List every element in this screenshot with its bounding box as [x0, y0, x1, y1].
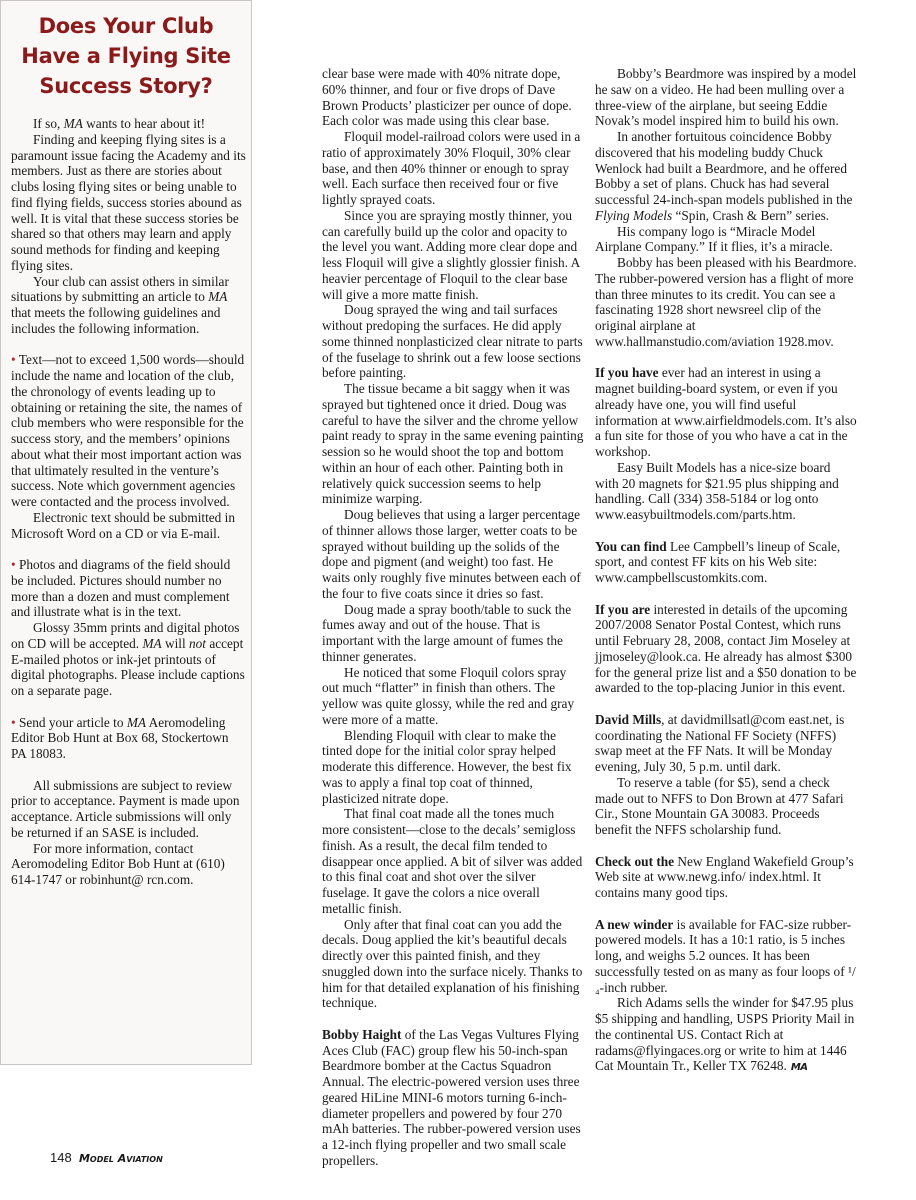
- magazine-name: Model Aviation: [78, 1152, 163, 1165]
- text-run: Finding and keeping flying sites is a paramount issue facing the Academy and its members. Just as there are stories about clubs losing flying sites or being unable to find flying fields, success stories abound as well. It is vital that these success stories be shared so that others may learn and apply sound methods for finding and keeping flying sites.: [11, 131, 246, 273]
- title-line: Success Story?: [39, 74, 213, 98]
- paragraph: [11, 841, 246, 888]
- lead-in: David Mills: [595, 711, 662, 727]
- paragraph: [322, 507, 584, 602]
- paragraph: [322, 208, 584, 303]
- text-run: Glossy 35mm prints and digital photos on CD will be accepted.: [11, 620, 240, 651]
- paragraph: [595, 854, 857, 901]
- text-run: New England Wakefield Group’s Web site at www.newg.info/ index.html. It contains many good tips.: [595, 853, 854, 900]
- text-run: MA: [208, 289, 228, 305]
- bullet-icon: •: [11, 352, 19, 368]
- paragraph: [322, 728, 584, 807]
- paragraph: [11, 620, 246, 699]
- text-run: will: [161, 635, 189, 651]
- text-run: Your club can assist others in similar situations by submitting an article to: [11, 273, 229, 305]
- text-run: That final coat made all the tones much more consistent—close to the decals’ semigloss finish. As a result, the decal film tended to disappear once applied. A bit of silver was added to this final coat and shot over the silver fuselage. It gave the colors a nice overall metallic finish.: [322, 806, 583, 916]
- paragraph: [595, 539, 857, 586]
- paragraph: [595, 460, 857, 523]
- article-column-2: [322, 66, 584, 1169]
- sidebar-body: [11, 116, 246, 888]
- paragraph: [595, 66, 857, 129]
- sidebar-box: [0, 0, 252, 1065]
- text-run: accept E-mailed photos or ink-jet printouts of digital photographs. Please include captions on a separate page.: [11, 635, 245, 698]
- paragraph: [322, 665, 584, 728]
- text-run: Doug believes that using a larger percentage of thinner allows those larger, wetter coats to be sprayed without building up the solids of the dope and pigment (and weight) too fast. He waits only roughly five minutes between each of the four to five coats since it dries so fast.: [322, 507, 581, 601]
- text-run: Floquil model-railroad colors were used in a ratio of approximately 30% Floquil, 30% clear base, and then 40% thinner or enough to spray well. Each surface then received four or five lightly sprayed coats.: [322, 129, 581, 207]
- page-number: 148: [50, 1150, 72, 1165]
- paragraph: [322, 602, 584, 665]
- text-run: that meets the following guidelines and includes the following information.: [11, 305, 221, 336]
- paragraph: [322, 806, 584, 916]
- text-run: Lee Campbell’s lineup of Scale, sport, and contest FF kits on his Web site: www.campbellscustomkits.com.: [595, 538, 841, 585]
- lead-in: Check out the: [595, 853, 675, 869]
- text-run: Since you are spraying mostly thinner, you can carefully build up the color and opacity to the level you want. Adding more clear dope and less Floquil will give a slightly glossier finish. A heavier percentage of Floquil to the clear base will give a more matte finish.: [322, 207, 580, 302]
- text-run: All submissions are subject to review prior to acceptance. Payment is made upon acceptance. Article submissions will only be returned if an SASE is included.: [11, 777, 240, 840]
- sidebar-title: [1, 11, 251, 101]
- paragraph: [11, 274, 246, 337]
- text-run: Text—not to exceed 1,500 words—should include the name and location of the club, the chronology of events leading up to obtaining or retaining the site, the names of club members who were responsible for the success story, and the members’ opinions about what their most important action was that ultimately resulted in the venture’s success. Note which government agencies were contacted and the process involved.: [11, 352, 245, 509]
- paragraph: [322, 381, 584, 507]
- text-run: not: [189, 635, 206, 651]
- text-run: Doug sprayed the wing and tail surfaces without predoping the surfaces. He did apply some thinned nonplasticized clear nitrate to parts of the fuselage to shrink out a few loose sections before painting.: [322, 302, 583, 381]
- article-column-3: [595, 66, 857, 1076]
- text-run: The tissue became a bit saggy when it was sprayed but tightened once it dried. Doug was careful to have the silver and the chrome yellow paint ready to spray in the same evening painting session so he would shoot the top and bottom within an hour of each other. Painting both in relatively quick succession seems to help minimize warping.: [322, 381, 584, 507]
- bullet-icon: •: [11, 714, 19, 730]
- text-run: Bobby’s Beardmore was inspired by a model he saw on a video. He had been mulling over a three-view of the airplane, but seeing Eddie Novak’s model inspired him to build his own.: [595, 66, 857, 129]
- text-run: Only after that final coat can you add the decals. Doug applied the kit’s beautiful decals directly over this painted finish, and they snuggled down into the surface nicely. Thanks to him for that detailed explanation of his finishing technique.: [322, 916, 583, 1011]
- paragraph: [11, 132, 246, 274]
- paragraph: [11, 778, 246, 841]
- text-run: Send your article to: [18, 714, 127, 730]
- paragraph: [322, 66, 584, 129]
- text-run: To reserve a table (for $5), send a check made out to NFFS to Don Brown at 477 Safari Cir., Stone Mountain GA 30083. Proceeds benefit the NFFS scholarship fund.: [595, 774, 844, 837]
- paragraph: [595, 917, 857, 996]
- text-run: , at davidmillsatl@com east.net, is coordinating the National FF Society (NFFS) swap meet at the FF Nats. It will be Monday evening, July 30, 5 p.m. until dark.: [595, 711, 845, 774]
- text-run: MA: [126, 714, 147, 730]
- paragraph: [322, 1027, 584, 1169]
- text-run: Blending Floquil with clear to make the tinted dope for the initial color spray helped moderate this difference. However, the best fix was to apply a final top coat of thinned, plasticized nitrate dope.: [322, 727, 572, 806]
- text-run: MA: [142, 635, 162, 651]
- lead-in: If you have: [595, 365, 659, 381]
- text-run: If so,: [33, 116, 64, 131]
- text-run: wants to hear about it!: [82, 116, 206, 131]
- paragraph: [595, 602, 857, 697]
- lead-in: You can find: [595, 538, 667, 554]
- lead-in: Bobby Haight: [322, 1026, 402, 1042]
- paragraph: [322, 917, 584, 1012]
- text-run: Flying Models: [595, 207, 673, 223]
- paragraph: [595, 712, 857, 775]
- text-run: “Spin, Crash & Bern” series.: [672, 207, 830, 223]
- text-run: Aeromodeling Editor Bob Hunt at Box 68, Stockertown PA 18083.: [11, 714, 229, 761]
- text-run: interested in details of the upcoming 2007/2008 Senator Postal Contest, which runs until February 28, 2008, contact Jim Moseley at jjmoseley@look.ca. He already has almost $300 for the general prize list and a $50 donation to be awarded to the top-placing Junior in this event.: [595, 601, 857, 696]
- text-run: is available for FAC-size rubber-powered models. It has a 10:1 ratio, is 5 inches long, and weighs 5.2 ounces. It has been successfully tested on as many as four loops of ¹/₄-inch rubber.: [595, 916, 856, 995]
- text-run: Easy Built Models has a nice-size board with 20 magnets for $21.95 plus shipping and handling. Call (334) 358-5184 or log onto www.easybuiltmodels.com/parts.htm.: [595, 459, 839, 522]
- paragraph: [595, 365, 857, 460]
- paragraph: [11, 116, 246, 132]
- paragraph: [595, 224, 857, 256]
- page-footer: [50, 1150, 163, 1166]
- text-run: He noticed that some Floquil colors spray out much “flatter” in finish than others. The yellow was quite glossy, while the red and gray were more of a matte.: [322, 664, 575, 727]
- paragraph: [11, 352, 246, 510]
- paragraph: [11, 557, 246, 620]
- text-run: Bobby has been pleased with his Beardmore. The rubber-powered version has a flight of more than three minutes to its credit. You can see a fascinating 1928 short newsreel clip of the original airplane at www.hallmanstudio.com/aviation 1928.mov.: [595, 255, 857, 349]
- paragraph: [595, 255, 857, 350]
- paragraph: [11, 510, 246, 542]
- text-run: Doug made a spray booth/table to suck the fumes away and out of the house. That is important with the large amount of fumes the thinner generates.: [322, 601, 572, 664]
- text-run: His company logo is “Miracle Model Airplane Company.” If it flies, it’s a miracle.: [595, 223, 833, 255]
- paragraph: [322, 302, 584, 381]
- paragraph: [595, 995, 857, 1076]
- text-run: of the Las Vegas Vultures Flying Aces Club (FAC) group flew his 50-inch-span Beardmore bomber at the Cactus Squadron Annual. The electric-powered version uses three geared HiLine MINI-6 motors turning 6-inch-diameter propellers and powered by four 270 mAh batteries. The rubber-powered version uses a 12-inch flying propeller and two small scale propellers.: [322, 1026, 581, 1168]
- paragraph: [11, 715, 246, 762]
- bullet-icon: •: [11, 557, 19, 572]
- end-mark: MA: [790, 1062, 808, 1074]
- text-run: clear base were made with 40% nitrate dope, 60% thinner, and four or five drops of Dave Brown Products’ plasticizer per ounce of dope. Each color was made using this clear base.: [322, 66, 572, 129]
- text-run: Rich Adams sells the winder for $47.95 plus $5 shipping and handling, USPS Priority Mail in the continental US. Contact Rich at radams@flyingaces.org or write to him at 1446 Cat Mountain Tr., Keller TX 76248.: [595, 995, 855, 1074]
- paragraph: [595, 129, 857, 224]
- text-run: In another fortuitous coincidence Bobby discovered that his modeling buddy Chuck Wenlock had built a Beardmore, and he offered Bobby a set of plans. Chuck has had several successful 24-inch-span models published in the: [595, 129, 853, 207]
- text-run: Electronic text should be submitted in Microsoft Word on a CD or via E-mail.: [11, 509, 235, 541]
- text-run: MA: [63, 116, 83, 131]
- text-run: Photos and diagrams of the field should be included. Pictures should number no more than a dozen and must complement and illustrate what is in the text.: [11, 557, 231, 620]
- text-run: For more information, contact Aeromodeling Editor Bob Hunt at (610) 614-1747 or robinhunt@ rcn.com.: [11, 840, 225, 887]
- lead-in: A new winder: [595, 916, 674, 932]
- lead-in: If you are: [595, 601, 651, 617]
- title-line: Have a Flying Site: [21, 44, 231, 68]
- paragraph: [595, 775, 857, 838]
- text-run: ever had an interest in using a magnet building-board system, or even if you already have one, you will find useful information at www.airfieldmodels.com. It’s also a fun site for those of you who have a cat in the workshop.: [595, 365, 857, 459]
- paragraph: [322, 129, 584, 208]
- title-line: Does Your Club: [38, 14, 214, 38]
